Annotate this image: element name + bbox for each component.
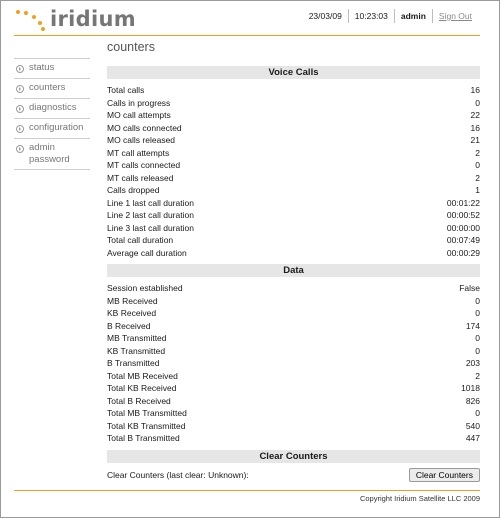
list-item bbox=[107, 109, 480, 122]
counter-label: Calls dropped bbox=[107, 185, 160, 195]
counter-value: 00:01:22 bbox=[446, 197, 480, 208]
counter-label: Total MB Received bbox=[107, 370, 178, 381]
counter-value: 0 bbox=[475, 308, 480, 318]
counter-label: MO calls released bbox=[107, 135, 176, 145]
data-list bbox=[107, 282, 480, 445]
sidebar-item-label: admin password bbox=[29, 142, 70, 165]
counter-label: KB Received bbox=[107, 308, 157, 318]
counter-label: Total KB Transmitted bbox=[107, 420, 186, 431]
list-item bbox=[107, 234, 480, 247]
counter-value: 2 bbox=[475, 147, 480, 158]
list-item bbox=[107, 432, 480, 445]
counter-label: Total calls bbox=[107, 85, 145, 95]
list-item bbox=[107, 382, 480, 395]
counter-value: 16 bbox=[470, 85, 480, 95]
counter-label: Session established bbox=[107, 283, 183, 293]
iridium-logo bbox=[14, 6, 144, 32]
list-item bbox=[107, 345, 480, 358]
list-item bbox=[107, 407, 480, 420]
list-item bbox=[107, 97, 480, 110]
list-item bbox=[107, 320, 480, 333]
voice-calls-list bbox=[107, 84, 480, 259]
list-item bbox=[107, 357, 480, 370]
counter-label: KB Transmitted bbox=[107, 345, 166, 356]
list-item bbox=[107, 172, 480, 185]
sidebar-item-label: counters bbox=[29, 82, 66, 93]
counter-label: Total B Received bbox=[107, 395, 171, 406]
counter-value: 540 bbox=[465, 420, 480, 431]
arrow-circle-icon bbox=[16, 145, 24, 153]
list-item bbox=[107, 222, 480, 235]
counter-value: 0 bbox=[475, 408, 480, 418]
counter-value: 203 bbox=[465, 358, 480, 368]
date-display: 23/03/09 bbox=[308, 11, 342, 21]
list-item bbox=[107, 209, 480, 222]
counter-label: Total KB Received bbox=[107, 383, 177, 393]
counter-label: MT calls connected bbox=[107, 160, 181, 170]
counter-label: Total B Transmitted bbox=[107, 433, 180, 443]
sidebar-item-label: diagnostics bbox=[29, 102, 77, 113]
arrow-circle-icon bbox=[16, 85, 24, 93]
sign-out-link[interactable]: Sign Out bbox=[432, 9, 478, 23]
counter-label: MB Received bbox=[107, 295, 158, 306]
counter-label: Line 3 last call duration bbox=[107, 222, 194, 233]
header-divider bbox=[14, 35, 480, 36]
counter-value: 00:00:52 bbox=[446, 210, 480, 220]
sidebar-item-status[interactable] bbox=[14, 58, 90, 78]
page-title: counters bbox=[107, 40, 155, 54]
counter-label: MB Transmitted bbox=[107, 333, 167, 343]
sidebar-item-label: status bbox=[29, 62, 55, 73]
counter-label: B Transmitted bbox=[107, 358, 160, 368]
list-item bbox=[107, 420, 480, 433]
clear-counters-row bbox=[107, 468, 480, 482]
list-item bbox=[107, 395, 480, 408]
list-item bbox=[107, 295, 480, 308]
voice-calls-header: Voice Calls bbox=[107, 66, 480, 79]
footer-divider bbox=[14, 490, 480, 491]
list-item bbox=[107, 332, 480, 345]
counter-label: MO call attempts bbox=[107, 110, 171, 120]
counter-value: 0 bbox=[475, 345, 480, 356]
clear-counters-header: Clear Counters bbox=[107, 450, 480, 463]
arrow-circle-icon bbox=[16, 105, 24, 113]
data-header: Data bbox=[107, 264, 480, 277]
counter-value: 16 bbox=[470, 122, 480, 133]
counters-panel bbox=[107, 66, 480, 482]
clear-counters-label: Clear Counters (last clear: Unknown): bbox=[107, 469, 249, 480]
counter-value: 2 bbox=[475, 172, 480, 183]
list-item bbox=[107, 147, 480, 160]
counter-value: 1 bbox=[475, 185, 480, 195]
counter-label: Total call duration bbox=[107, 235, 174, 245]
counter-value: 826 bbox=[465, 395, 480, 406]
counter-value: 00:00:00 bbox=[446, 222, 480, 233]
list-item bbox=[107, 197, 480, 210]
counter-label: Line 1 last call duration bbox=[107, 197, 194, 208]
counter-value: 174 bbox=[465, 320, 480, 331]
top-status-bar bbox=[303, 9, 478, 23]
list-item bbox=[107, 247, 480, 260]
counter-value: False bbox=[459, 283, 480, 293]
counter-value: 00:00:29 bbox=[446, 247, 480, 258]
counter-label: Calls in progress bbox=[107, 97, 171, 108]
arrow-circle-icon bbox=[16, 65, 24, 73]
time-display: 10:23:03 bbox=[348, 9, 394, 23]
list-item bbox=[107, 134, 480, 147]
sidebar-item-admin-password[interactable] bbox=[14, 138, 90, 170]
sidebar-nav bbox=[14, 58, 90, 170]
counter-value: 0 bbox=[475, 97, 480, 108]
user-name: admin bbox=[394, 9, 432, 23]
counter-value: 2 bbox=[475, 370, 480, 381]
counter-value: 0 bbox=[475, 333, 480, 343]
counter-value: 447 bbox=[465, 433, 480, 443]
brand-name: iridium bbox=[50, 7, 136, 31]
list-item bbox=[107, 282, 480, 295]
counter-value: 22 bbox=[470, 110, 480, 120]
arrow-circle-icon bbox=[16, 125, 24, 133]
sidebar-item-configuration[interactable] bbox=[14, 118, 90, 138]
counter-value: 1018 bbox=[461, 383, 480, 393]
counter-label: MT calls released bbox=[107, 172, 174, 183]
counter-label: MO calls connected bbox=[107, 122, 182, 133]
copyright-text: Copyright Iridium Satellite LLC 2009 bbox=[359, 494, 480, 503]
counter-label: Line 2 last call duration bbox=[107, 210, 194, 220]
counter-label: Total MB Transmitted bbox=[107, 408, 187, 418]
counter-label: B Received bbox=[107, 320, 151, 331]
counter-value: 0 bbox=[475, 295, 480, 306]
logo-dots-icon bbox=[14, 6, 50, 32]
sidebar-item-label: configuration bbox=[29, 122, 84, 133]
list-item bbox=[107, 184, 480, 197]
list-item bbox=[107, 122, 480, 135]
sidebar-item-counters[interactable] bbox=[14, 78, 90, 98]
counter-label: MT call attempts bbox=[107, 147, 170, 158]
counter-label: Average call duration bbox=[107, 247, 187, 258]
counter-value: 00:07:49 bbox=[446, 235, 480, 245]
sidebar-item-diagnostics[interactable] bbox=[14, 98, 90, 118]
list-item bbox=[107, 84, 480, 97]
list-item bbox=[107, 370, 480, 383]
clear-counters-button[interactable]: Clear Counters bbox=[409, 468, 480, 482]
list-item bbox=[107, 159, 480, 172]
list-item bbox=[107, 307, 480, 320]
counter-value: 21 bbox=[470, 135, 480, 145]
counter-value: 0 bbox=[475, 160, 480, 170]
